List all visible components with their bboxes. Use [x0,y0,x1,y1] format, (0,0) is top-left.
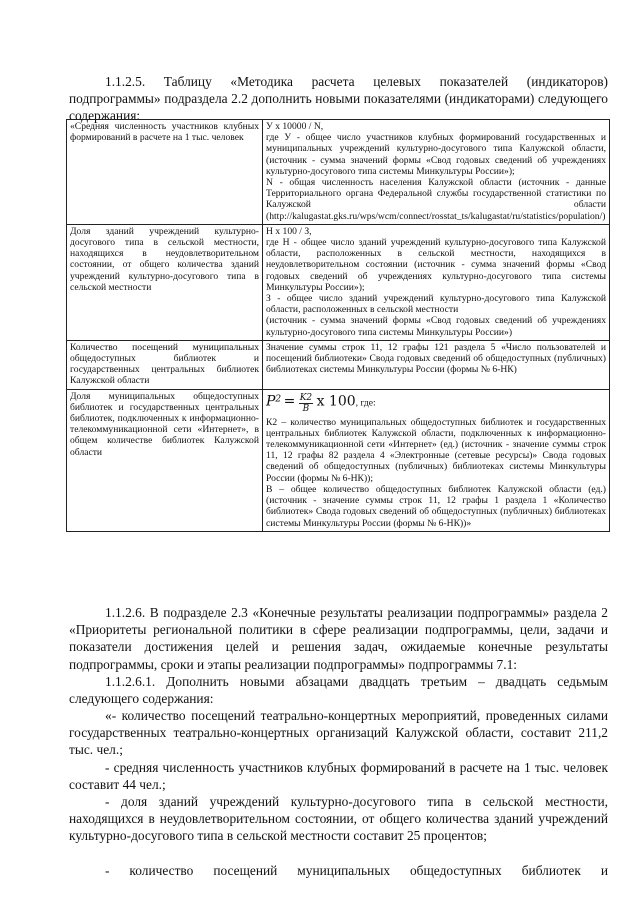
formula-denominator: B [302,403,310,414]
formula-fraction [299,393,313,414]
formula-equals: = [283,393,296,410]
list-item-buildings-share: - доля зданий учреждений культурно-досугового типа в сельской местности, находящихся в неудовлетворительном состоянии, от общего количества зданий учреждений культурно-досугового типа в сельской местности составит 25 процентов; [69,794,608,844]
method-cell [263,224,610,340]
method-cell [263,340,610,389]
table-row [67,340,610,389]
method-text: Н х 100 / З, где Н - общее число зданий учреждений культурно-досугового типа Калужской области, расположенных в сельской местности, находящихся в неудовлетворительном состоянии (источник - сумма значений формы «Свод годовых сведений об учреждениях культурно-досугового типа системы Минкультуры России»); З - общее число зданий учреждений культурно-досугового типа Калужской области, расположенных в сельской местности (источник - сумма значений формы «Свод годовых сведений об учреждениях культурно-досугового типа системы Минкультуры России») [266,225,606,338]
formula-suffix: , где: [355,397,376,409]
table-row [67,389,610,531]
list-item-theatre-visits: «- количество посещений театрально-концертных мероприятий, проведенных силами государственных театрально-концертных организаций Калужской области, составит 211,2 тыс. чел.; [69,708,608,758]
formula [266,393,606,414]
indicator-cell: Доля зданий учреждений культурно-досугового типа в сельской местности, находящихся в неудовлетворительном состоянии, от общего количества зданий учреждений культурно-досугового типа в сельской местности [67,224,263,340]
paragraph-1-1-2-6-1: 1.1.2.6.1. Дополнить новыми абзацами двадцать третьим – двадцать седьмым следующего содержания: [69,674,608,707]
indicators-table [66,119,610,532]
method-text: У х 10000 / N, где У - общее число участников клубных формирований государственных и муниципальных учреждений культурно-досугового типа Калужской области, (источник - сумма значений формы «Свод годовых сведений об учреждениях культурно-досугового типа системы Минкультуры России»); N - общая численность населения Калужской области (источник - данные Территориального органа Федеральной службы государственной статистики по Калужской области (http://kalugastat.gks.ru/wps/wcm/connect/rosstat_ts/kalugastat/ru/statistics/population/) [266,121,606,222]
method-text: К2 – количество муниципальных общедоступных библиотек и государственных центральных библиотек Калужской области, подключенных к информационно-телекоммуникационной сети «Интернет» (ед.) (источник - значение суммы строк 11, 12 графы 82 раздела 4 «Электронные (сетевые ресурсы)» Свода годовых сведений об общедоступных (публичных) библиотеках системы Минкультуры России (формы № 6-НК)); В – общее количество общедоступных библиотек Калужской области (ед.) (источник - значение суммы строк 11, 12 графы 1 раздела 1 «Количество библиотек» Свода годовых сведений об общедоступных (публичных) библиотеках системы Минкультуры России (формы № 6-НК))» [266,416,606,529]
list-item-club-participants: - средняя численность участников клубных формирований в расчете на 1 тыс. человек составит 44 чел.; [69,760,608,793]
list-item-library-visits: - количество посещений муниципальных общедоступных библиотек и [105,863,608,878]
method-cell [263,389,610,531]
indicator-cell: Доля муниципальных общедоступных библиотек и государственных центральных библиотек, подключенных к информационно-телекоммуникационной сети «Интернет», в общем количестве библиотек Калужской области [67,389,263,531]
indicator-cell: Количество посещений муниципальных общедоступных библиотек и государственных центральных библиотек Калужской области [67,340,263,389]
table-row [67,120,610,225]
formula-exponent: 2 [275,394,282,405]
method-text: Значение суммы строк 11, 12 графы 121 раздела 5 «Число пользователей и посещений библиотеки» Свода годовых сведений об общедоступных (публичных) библиотеках системы Минкультуры России (формы № 6-НК) [266,341,606,376]
formula-lhs: P [266,393,276,410]
intro-paragraph: 1.1.2.5. Таблицу «Методика расчета целевых показателей (индикаторов) подпрограммы» подраздела 2.2 дополнить новыми показателями (индикаторами) следующего содержания: [69,74,608,124]
table-row [67,224,610,340]
formula-numerator: K2 [299,392,313,403]
method-cell [263,120,610,225]
indicator-cell: «Средняя численность участников клубных формирований в расчете на 1 тыс. человек [67,120,263,225]
paragraph-1-1-2-6: 1.1.2.6. В подразделе 2.3 «Конечные результаты реализации подпрограммы» раздела 2 «Приоритеты региональной политики в сфере реализации подпрограммы, цели, задачи и показатели достижения целей и решения задач, ожидаемые конечные результаты подпрограммы, сроки и этапы реализации подпрограммы» подпрограммы 7.1: [69,605,608,672]
formula-multiplier: х 100 [316,393,356,410]
